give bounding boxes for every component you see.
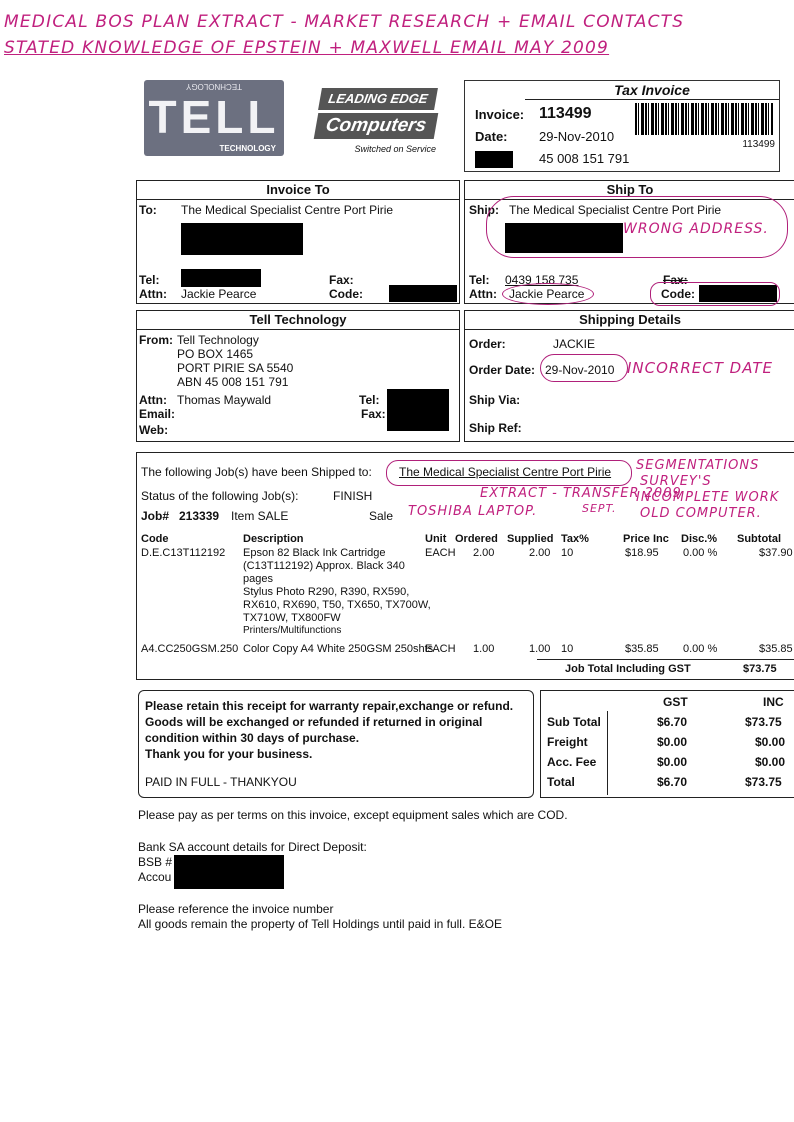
extract-note-2: TOSHIBA LAPTOP.	[408, 504, 538, 519]
invoice-to-box	[136, 180, 460, 304]
invoice-to-tel-label: Tel:	[139, 273, 160, 287]
status-value: FINISH	[333, 489, 373, 503]
row-1-code: D.E.C13T112192	[141, 547, 226, 559]
freight-label: Freight	[547, 735, 588, 749]
annotation-line-2: STATED KNOWLEDGE OF EPSTEIN + MAXWELL EMAIL MAY 2009	[4, 38, 610, 58]
ship-to-fax-label: Fax:	[663, 273, 688, 287]
acc-fee-gst: $0.00	[657, 755, 688, 769]
code-circle	[650, 282, 780, 306]
subtotal-inc: $73.75	[745, 715, 782, 729]
date-label: Date:	[475, 129, 508, 144]
col-description: Description	[243, 533, 304, 545]
from-address-1: PO BOX 1465	[177, 347, 254, 361]
from-abn: ABN 45 008 151 791	[177, 375, 289, 389]
order-date: 29-Nov-2010	[545, 363, 615, 377]
shipping-details-header: Shipping Details	[465, 311, 794, 330]
acc-fee-inc: $0.00	[755, 755, 786, 769]
invoice-to-label: To:	[139, 203, 157, 217]
row-2-price: $35.85	[625, 643, 659, 655]
row-1-desc-2: (C13T112192) Approx. Black 340	[243, 560, 405, 572]
status-label: Status of the following Job(s):	[141, 489, 299, 503]
tell-logo-top-text: TECHNOLOGY	[186, 82, 243, 91]
totals-inc-header: INC	[763, 695, 784, 709]
row-1-subtotal: $37.90	[759, 547, 793, 559]
wrong-address-annotation: WRONG ADDRESS.	[623, 221, 769, 237]
bsb-label: BSB #	[138, 855, 173, 869]
segmentations-note-4: OLD COMPUTER.	[640, 506, 762, 521]
job-total-divider	[537, 659, 794, 660]
job-item: Item SALE	[231, 509, 289, 523]
reference-note: Please reference the invoice number	[138, 902, 334, 916]
order-date-label: Order Date:	[469, 363, 536, 377]
invoice-to-attn: Jackie Pearce	[181, 287, 257, 301]
ship-ref-label: Ship Ref:	[469, 421, 522, 435]
leading-edge-banner: LEADING EDGE	[318, 88, 438, 110]
extract-note-1: EXTRACT - TRANSFER 2009	[480, 486, 682, 501]
order-date-circle	[540, 354, 628, 382]
redacted-invoice-to-tel	[181, 269, 261, 287]
payment-terms: Please pay as per terms on this invoice, except equipment sales which are COD.	[138, 808, 568, 822]
account-label: Accou	[138, 870, 172, 884]
ship-to-tel: 0439 158 735	[505, 273, 579, 287]
switched-on-service-text: Switched on Service	[354, 144, 436, 154]
shipped-to-value: The Medical Specialist Centre Port Pirie	[399, 465, 612, 479]
shipping-details-box	[464, 310, 794, 442]
col-supplied: Supplied	[507, 533, 554, 545]
barcode-number: 113499	[742, 139, 775, 150]
barcode	[635, 103, 773, 135]
subtotal-gst: $6.70	[657, 715, 688, 729]
bank-details-heading: Bank SA account details for Direct Deposit:	[138, 840, 367, 854]
tell-technology-logo	[144, 80, 284, 156]
row-1-desc-4: Stylus Photo R290, R390, RX590,	[243, 586, 410, 598]
redacted-from-contact	[387, 389, 449, 431]
receipt-line-4: Thank you for your business.	[145, 747, 313, 761]
redacted-invoice-to-address	[181, 223, 303, 255]
invoice-to-header: Invoice To	[137, 181, 459, 200]
redacted-bank-details	[174, 855, 284, 889]
tax-invoice-title: Tax Invoice	[525, 81, 779, 100]
from-address-2: PORT PIRIE SA 5540	[177, 361, 294, 375]
col-tax: Tax%	[561, 533, 589, 545]
total-label: Total	[547, 775, 575, 789]
tell-technology-box	[136, 310, 460, 442]
ship-to-attn: Jackie Pearce	[509, 287, 585, 301]
leading-edge-logo	[314, 86, 438, 158]
invoice-number-label: Invoice:	[475, 107, 525, 122]
freight-gst: $0.00	[657, 735, 688, 749]
incorrect-date-annotation: INCORRECT DATE	[627, 359, 774, 377]
row-2-disc: 0.00 %	[683, 643, 718, 655]
total-inc: $73.75	[745, 775, 782, 789]
row-2-ordered: 1.00	[473, 643, 495, 655]
shipped-to-circle	[386, 460, 632, 486]
from-label: From:	[139, 333, 173, 347]
from-attn: Thomas Maywald	[177, 393, 272, 407]
tax-invoice-box	[464, 80, 780, 172]
tell-logo-bottom-text: TECHNOLOGY	[219, 144, 276, 153]
row-2-subtotal: $35.85	[759, 643, 793, 655]
receipt-line-2: Goods will be exchanged or refunded if returned in original	[145, 715, 483, 729]
row-2-tax: 10	[561, 643, 574, 655]
invoice-to-code-label: Code:	[329, 287, 363, 301]
ship-to-name: The Medical Specialist Centre Port Pirie	[509, 203, 722, 217]
from-attn-label: Attn:	[139, 393, 167, 407]
job-total-label: Job Total Including GST	[565, 663, 691, 675]
shipped-to-label: The following Job(s) have been Shipped to:	[141, 465, 372, 479]
col-subtotal: Subtotal	[737, 533, 781, 545]
col-code: Code	[141, 533, 169, 545]
attn-circle	[502, 283, 594, 305]
order-label: Order:	[469, 337, 506, 351]
row-2-code: A4.CC250GSM.250	[141, 643, 239, 655]
extract-note-sept: SEPT.	[582, 502, 617, 515]
segmentations-note-3: INCOMPLETE WORK	[636, 490, 780, 505]
acc-fee-label: Acc. Fee	[547, 755, 597, 769]
row-2-unit: EACH	[425, 643, 456, 655]
tell-technology-header: Tell Technology	[137, 311, 459, 330]
row-1-unit: EACH	[425, 547, 456, 559]
annotation-line-1: MEDICAL BOS PLAN EXTRACT - MARKET RESEARCH + EMAIL CONTACTS	[4, 12, 685, 32]
invoice-number: 113499	[539, 105, 592, 122]
row-2-supplied: 1.00	[529, 643, 551, 655]
totals-box	[540, 690, 794, 798]
receipt-line-1: Please retain this receipt for warranty repair,exchange or refund.	[145, 699, 514, 713]
row-1-disc: 0.00 %	[683, 547, 718, 559]
ship-to-tel-label: Tel:	[469, 273, 490, 287]
tell-logo-word: TELL	[148, 91, 280, 143]
receipt-line-3: condition within 30 days of purchase.	[145, 731, 360, 745]
from-tel-label: Tel:	[359, 393, 380, 407]
from-email-label: Email:	[139, 407, 176, 421]
property-note: All goods remain the property of Tell Holdings until paid in full. E&OE	[138, 917, 502, 931]
invoice-to-attn-label: Attn:	[139, 287, 167, 301]
redacted-abn-label	[475, 151, 513, 168]
ship-to-attn-label: Attn:	[469, 287, 497, 301]
redacted-invoice-to-code	[389, 285, 457, 302]
invoice-date: 29-Nov-2010	[539, 129, 615, 144]
col-ordered: Ordered	[455, 533, 498, 545]
col-disc: Disc.%	[681, 533, 718, 545]
freight-inc: $0.00	[755, 735, 786, 749]
row-1-price: $18.95	[625, 547, 659, 559]
row-1-desc-5: RX610, RX690, T50, TX650, TX700W,	[243, 599, 431, 611]
ship-to-label: Ship:	[469, 203, 499, 217]
from-fax-label: Fax:	[361, 407, 386, 421]
row-1-tax: 10	[561, 547, 574, 559]
job-label: Job#	[141, 509, 170, 523]
job-total-value: $73.75	[743, 663, 777, 675]
row-1-desc-3: pages	[243, 573, 273, 585]
row-1-supplied: 2.00	[529, 547, 551, 559]
col-unit: Unit	[425, 533, 447, 545]
row-2-desc-1: Color Copy A4 White 250GSM 250shts	[243, 643, 434, 655]
row-1-desc-1: Epson 82 Black Ink Cartridge	[243, 547, 386, 559]
ship-address-circle	[486, 196, 788, 258]
invoice-to-fax-label: Fax:	[329, 273, 354, 287]
ship-via-label: Ship Via:	[469, 393, 521, 407]
receipt-notice-box	[138, 690, 534, 798]
invoice-abn: 45 008 151 791	[539, 151, 630, 166]
job-number: 213339	[179, 509, 220, 523]
col-price: Price Inc	[623, 533, 669, 545]
invoice-to-name: The Medical Specialist Centre Port Pirie	[181, 203, 394, 217]
row-1-desc-6: TX710W, TX800FW	[243, 612, 341, 624]
segmentations-note-2: SURVEY'S	[640, 474, 712, 489]
totals-gst-header: GST	[663, 695, 688, 709]
row-1-ordered: 2.00	[473, 547, 495, 559]
computers-banner: Computers	[314, 113, 439, 139]
segmentations-note-1: SEGMENTATIONS	[636, 458, 760, 473]
ship-to-code-label: Code:	[661, 287, 695, 301]
order-value: JACKIE	[553, 337, 596, 351]
ship-to-header: Ship To	[465, 181, 794, 200]
subtotal-label: Sub Total	[547, 715, 601, 729]
from-web-label: Web:	[139, 423, 169, 437]
paid-in-full: PAID IN FULL - THANKYOU	[145, 775, 297, 789]
total-gst: $6.70	[657, 775, 688, 789]
job-sale: Sale	[369, 509, 394, 523]
from-name: Tell Technology	[177, 333, 259, 347]
row-1-desc-7: Printers/Multifunctions	[243, 625, 342, 636]
